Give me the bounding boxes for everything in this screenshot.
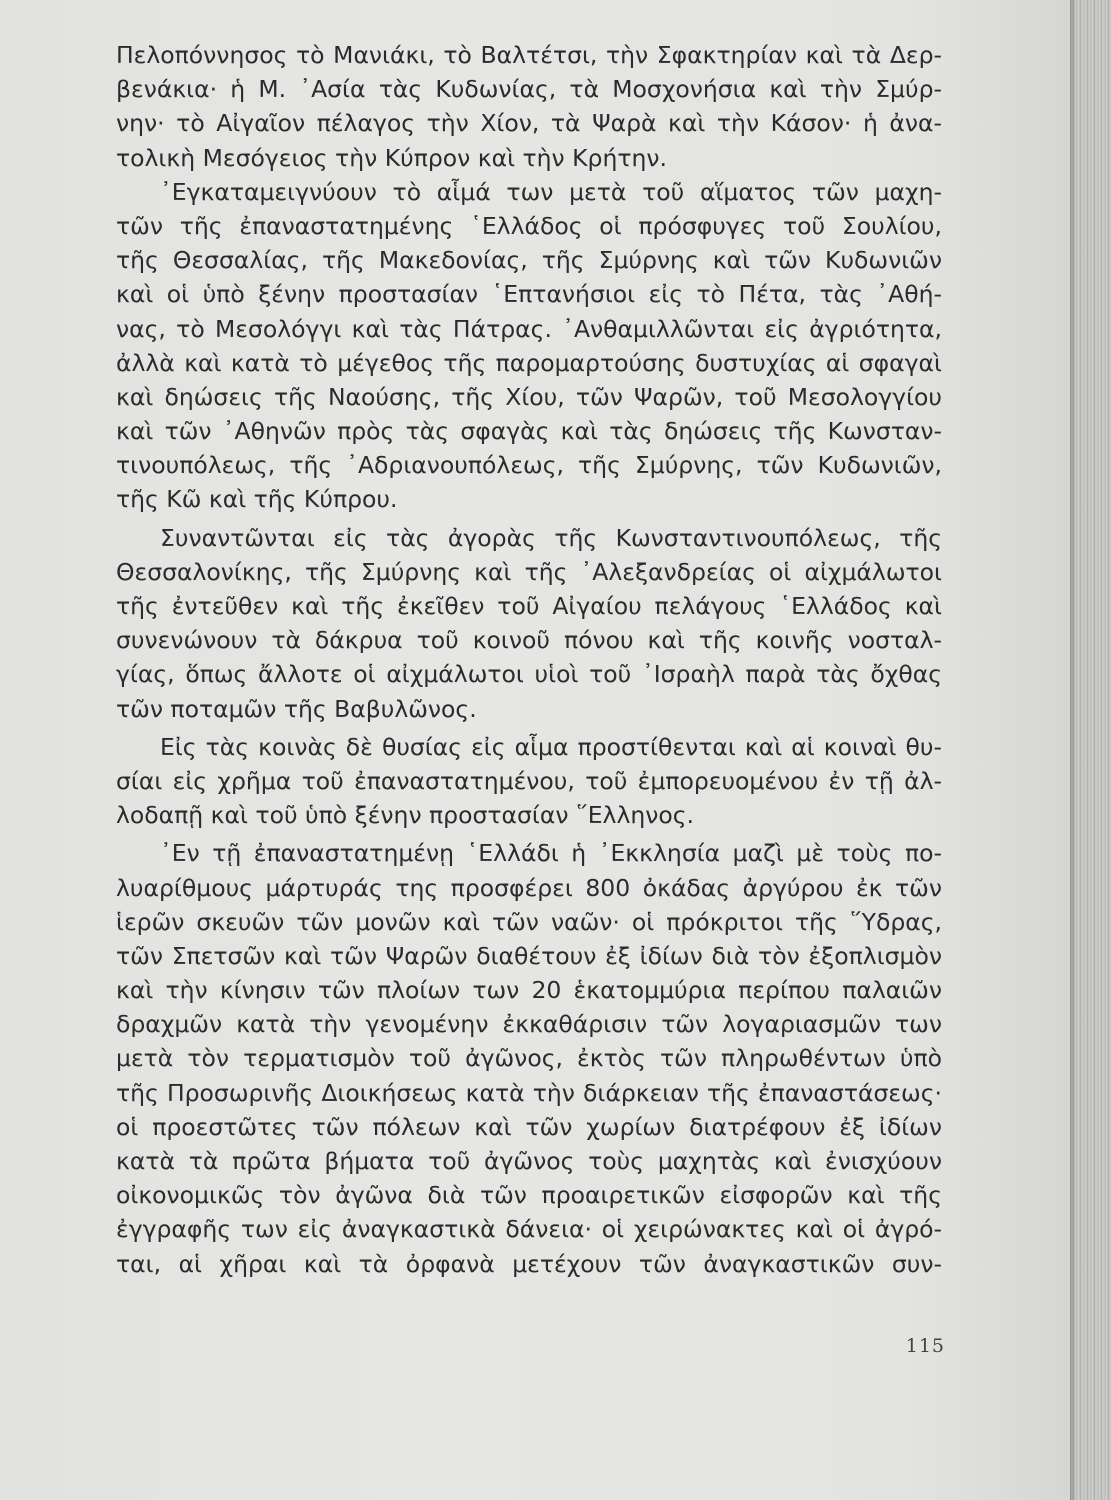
text-line: ἀλλὰ καὶ κατὰ τὸ μέγεθος τῆς παρομαρτούσης δυστυχίας αἱ σφαγαὶ bbox=[116, 348, 942, 377]
text-line: βενάκια· ἡ Μ. ᾿Ασία τὰς Κυδωνίας, τὰ Μοσχονήσια καὶ τὴν Σμύρ- bbox=[116, 75, 942, 104]
text-line: νην· τὸ Αἰγαῖον πέλαγος τὴν Χίον, τὰ Ψαρὰ καὶ τὴν Κάσον· ἡ ἀνα- bbox=[116, 109, 942, 138]
text-line: μετὰ τὸν τερματισμὸν τοῦ ἀγῶνος, ἐκτὸς τῶν πληρωθέντων ὑπὸ bbox=[116, 1044, 942, 1073]
text-line: καὶ τὴν κίνησιν τῶν πλοίων των 20 ἑκατομμύρια περίπου παλαιῶν bbox=[116, 976, 942, 1005]
text-line: τινουπόλεως, τῆς ᾿Αδριανουπόλεως, τῆς Σμύρνης, τῶν Κυδωνιῶν, bbox=[116, 451, 942, 480]
text-line: Πελοπόννησος τὸ Μανιάκι, τὸ Βαλτέτσι, τὴν Σφακτηρίαν καὶ τὰ Δερ- bbox=[116, 41, 942, 69]
text-line: σίαι εἰς χρῆμα τοῦ ἐπαναστατημένου, τοῦ ἐμπορευομένου ἐν τῇ ἀλ- bbox=[116, 766, 942, 795]
text-line: ἱερῶν σκευῶν τῶν μονῶν καὶ τῶν ναῶν· οἱ πρόκριτοι τῆς ῞Υδρας, bbox=[116, 907, 942, 936]
paragraph-first-line: ᾿Εν τῇ ἐπαναστατημένῃ ῾Ελλάδι ἡ ᾿Εκκλησία μαζὶ μὲ τοὺς πο- bbox=[160, 839, 942, 868]
text-line: οἰκονομικῶς τὸν ἀγῶνα διὰ τῶν προαιρετικῶν εἰσφορῶν καὶ τῆς bbox=[116, 1181, 942, 1210]
text-line: οἱ προεστῶτες τῶν πόλεων καὶ τῶν χωρίων διατρέφουν ἐξ ἰδίων bbox=[116, 1112, 942, 1141]
page-number: 115 bbox=[905, 1335, 945, 1357]
paragraph-first-line: ᾿Εγκαταμειγνύουν τὸ αἷμά των μετὰ τοῦ αἵματος τῶν μαχη- bbox=[160, 177, 942, 206]
page-edge-stack bbox=[1070, 0, 1111, 1500]
text-line: ἐγγραφῆς των εἰς ἀναγκαστικὰ δάνεια· οἱ χειρώνακτες καὶ οἱ ἀγρό- bbox=[116, 1215, 942, 1244]
text-line: τῶν τῆς ἐπαναστατημένης ῾Ελλάδος οἱ πρόσφυγες τοῦ Σουλίου, bbox=[116, 211, 942, 240]
text-line: καὶ οἱ ὑπὸ ξένην προστασίαν ῾Επτανήσιοι εἰς τὸ Πέτα, τὰς ᾿Αθή- bbox=[116, 280, 942, 309]
text-line: τῶν ποταμῶν τῆς Βαβυλῶνος. bbox=[116, 694, 477, 723]
text-line: καὶ δηώσεις τῆς Ναούσης, τῆς Χίου, τῶν Ψαρῶν, τοῦ Μεσολογγίου bbox=[116, 382, 942, 411]
text-line: τῆς Θεσσαλίας, τῆς Μακεδονίας, τῆς Σμύρνης καὶ τῶν Κυδωνιῶν bbox=[116, 246, 942, 275]
paragraph-first-line: Συναντῶνται εἰς τὰς ἀγορὰς τῆς Κωνσταντινουπόλεως, τῆς bbox=[160, 523, 942, 552]
text-line: λοδαπῇ καὶ τοῦ ὑπὸ ξένην προστασίαν ῞Ελληνος. bbox=[116, 801, 695, 830]
text-line: τῆς ἐντεῦθεν καὶ τῆς ἐκεῖθεν τοῦ Αἰγαίου πελάγους ῾Ελλάδος καὶ bbox=[116, 592, 942, 620]
text-line: Θεσσαλονίκης, τῆς Σμύρνης καὶ τῆς ᾿Αλεξανδρείας οἱ αἰχμάλωτοι bbox=[116, 557, 942, 586]
text-line: καὶ τῶν ᾿Αθηνῶν πρὸς τὰς σφαγὰς καὶ τὰς δηώσεις τῆς Κωνσταν- bbox=[116, 417, 942, 446]
text-line: κατὰ τὰ πρῶτα βήματα τοῦ ἀγῶνος τοὺς μαχητὰς καὶ ἐνισχύουν bbox=[116, 1147, 942, 1175]
text-line: δραχμῶν κατὰ τὴν γενομένην ἐκκαθάρισιν τῶν λογαριασμῶν των bbox=[116, 1010, 942, 1039]
body-text bbox=[116, 38, 942, 1281]
text-line: συνενώνουν τὰ δάκρυα τοῦ κοινοῦ πόνου καὶ τῆς κοινῆς νοσταλ- bbox=[116, 626, 942, 655]
paragraph-first-line: Εἰς τὰς κοινὰς δὲ θυσίας εἰς αἷμα προστίθενται καὶ αἱ κοιναὶ θυ- bbox=[160, 732, 942, 761]
text-line: τολικὴ Μεσόγειος τὴν Κύπρον καὶ τὴν Κρήτην. bbox=[116, 143, 667, 172]
text-line: ται, αἱ χῆραι καὶ τὰ ὀρφανὰ μετέχουν τῶν ἀναγκαστικῶν συν- bbox=[116, 1249, 942, 1278]
text-line: τῶν Σπετσῶν καὶ τῶν Ψαρῶν διαθέτουν ἐξ ἰδίων διὰ τὸν ἐξοπλισμὸν bbox=[116, 941, 942, 970]
text-line: νας, τὸ Μεσολόγγι καὶ τὰς Πάτρας. ᾿Ανθαμιλλῶνται εἰς ἀγριότητα, bbox=[116, 314, 942, 343]
text-line: λυαρίθμους μάρτυράς της προσφέρει 800 ὀκάδας ἀργύρου ἐκ τῶν bbox=[116, 873, 942, 902]
text-line: τῆς Προσωρινῆς Διοικήσεως κατὰ τὴν διάρκειαν τῆς ἐπαναστάσεως· bbox=[116, 1078, 942, 1107]
text-line: γίας, ὅπως ἄλλοτε οἱ αἰχμάλωτοι υἱοὶ τοῦ ᾿Ισραὴλ παρὰ τὰς ὄχθας bbox=[116, 660, 942, 689]
text-line: τῆς Κῶ καὶ τῆς Κύπρου. bbox=[116, 485, 398, 514]
